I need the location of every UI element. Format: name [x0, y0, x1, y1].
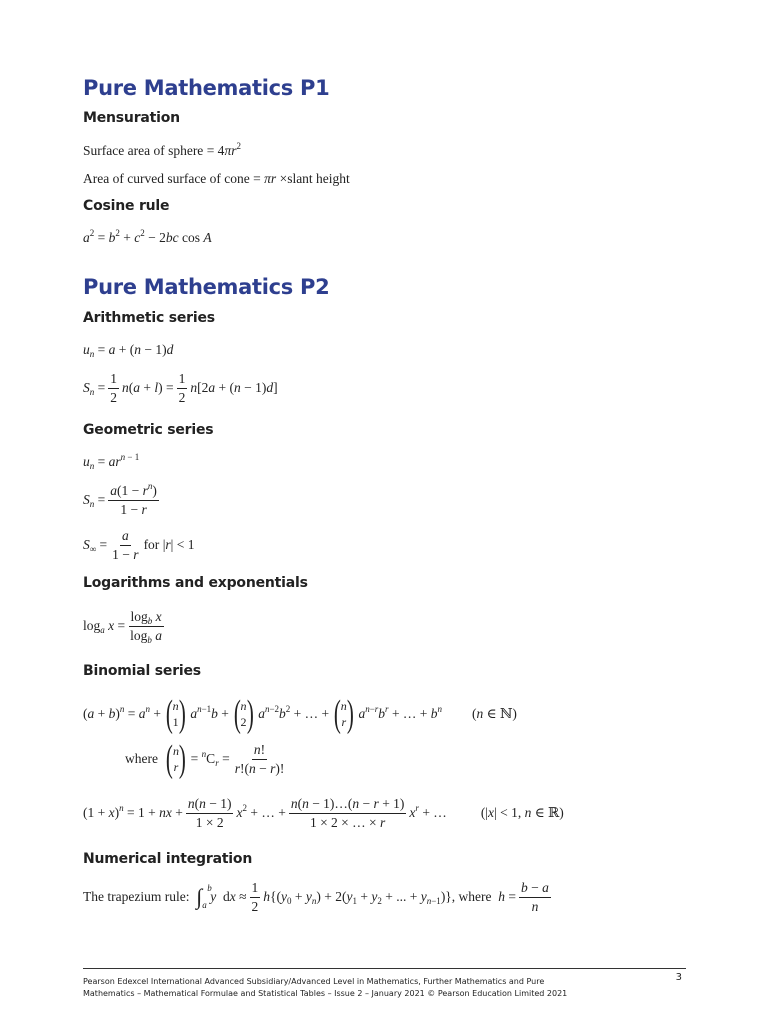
- geometric-nth-term: $u_n = ar^{n - 1}$: [83, 452, 140, 471]
- footer-line-1: Pearson Edexcel International Advanced Subsidiary/Advanced Level in Mathematics, Further Mathematics and Pure: [83, 977, 545, 986]
- numerical-integration-heading: Numerical integration: [83, 851, 253, 867]
- cone-label: Area of curved surface of cone: [83, 171, 250, 186]
- footer-divider: [83, 968, 686, 969]
- binomial-series-heading: Binomial series: [83, 663, 201, 679]
- logarithms-heading: Logarithms and exponentials: [83, 575, 308, 591]
- trapezium-label: The trapezium rule:: [83, 889, 190, 905]
- where-text: where: [125, 751, 158, 767]
- cosine-rule-heading: Cosine rule: [83, 198, 170, 214]
- arithmetic-sum: $S_n$ = $\frac{1}{2}$ n(a + l) = $\frac{1}{2}$ n[2a + (n − 1)d]: [83, 371, 278, 405]
- log-change-of-base: $\log_a x$ = $\frac{\log_b x}{\log_b a}$: [83, 609, 163, 645]
- geometric-series-heading: Geometric series: [83, 422, 214, 438]
- binomial-expansion: $(a + b)^n = a^n$ + ( n 1 ) $a^{n-1}b$ + ( n 2 ) $a^{n-2}b^2$ + … + ( n r ) $a^{n-r}b^r$ + … + $b^n$ (n ∈ ℕ): [83, 693, 517, 735]
- footer-line-2: Mathematics – Mathematical Formulae and Statistical Tables – Issue 2 – January 2021 © Pearson Education Limited 2021: [83, 989, 568, 998]
- geometric-sum: $S_n$ = $\frac{a(1 - r^n)}{1 - r}$: [83, 481, 157, 517]
- cone-formula: Area of curved surface of cone = πr × slant height: [83, 171, 350, 186]
- mensuration-heading: Mensuration: [83, 110, 180, 126]
- slant-height-label: slant height: [287, 171, 350, 186]
- binomial-general-expansion: $(1 + x)^n = 1$ + nx + $\frac{n(n - 1)}{1 \times 2}$ $x^2$ + … + $\frac{n(n - 1)\dots(n - r + 1)}{1 \times 2 \times \dots \times r}$ $x^r$ + … (|x| < 1, n ∈ ℝ): [83, 796, 564, 830]
- sphere-formula: Surface area of sphere = $4\pi r^2$: [83, 141, 241, 158]
- sphere-label: Surface area of sphere: [83, 143, 204, 158]
- p2-title: Pure Mathematics P2: [83, 275, 330, 299]
- arithmetic-nth-term: $u_n = a + (n - 1)d$: [83, 342, 174, 359]
- trapezium-where-text: , where: [451, 889, 492, 905]
- arithmetic-series-heading: Arithmetic series: [83, 310, 215, 326]
- for-text: for: [143, 537, 160, 553]
- binomial-coefficient-definition: where ( n r ) = $^nC_r$ = $\frac{n!}{r!(n - r)!}$: [125, 738, 285, 780]
- geometric-sum-infinity: $S_\infty$ = $\frac{a}{1 - r}$ for |r| < 1: [83, 528, 195, 562]
- p1-title: Pure Mathematics P1: [83, 76, 330, 100]
- footer: [83, 976, 643, 1000]
- page-number: 3: [675, 972, 682, 983]
- cosine-rule-formula: $a^2 = b^2 + c^2 - 2bc$ cos A: [83, 228, 212, 245]
- trapezium-rule: The trapezium rule: ∫ b a y dx ≈ $\frac{1}{2}$ $h\{(y_0 + y_n) + 2(y_1 + y_2$ + ... + $y_{n-1}$)} , where h = $\frac{b - a}{n}$: [83, 880, 549, 914]
